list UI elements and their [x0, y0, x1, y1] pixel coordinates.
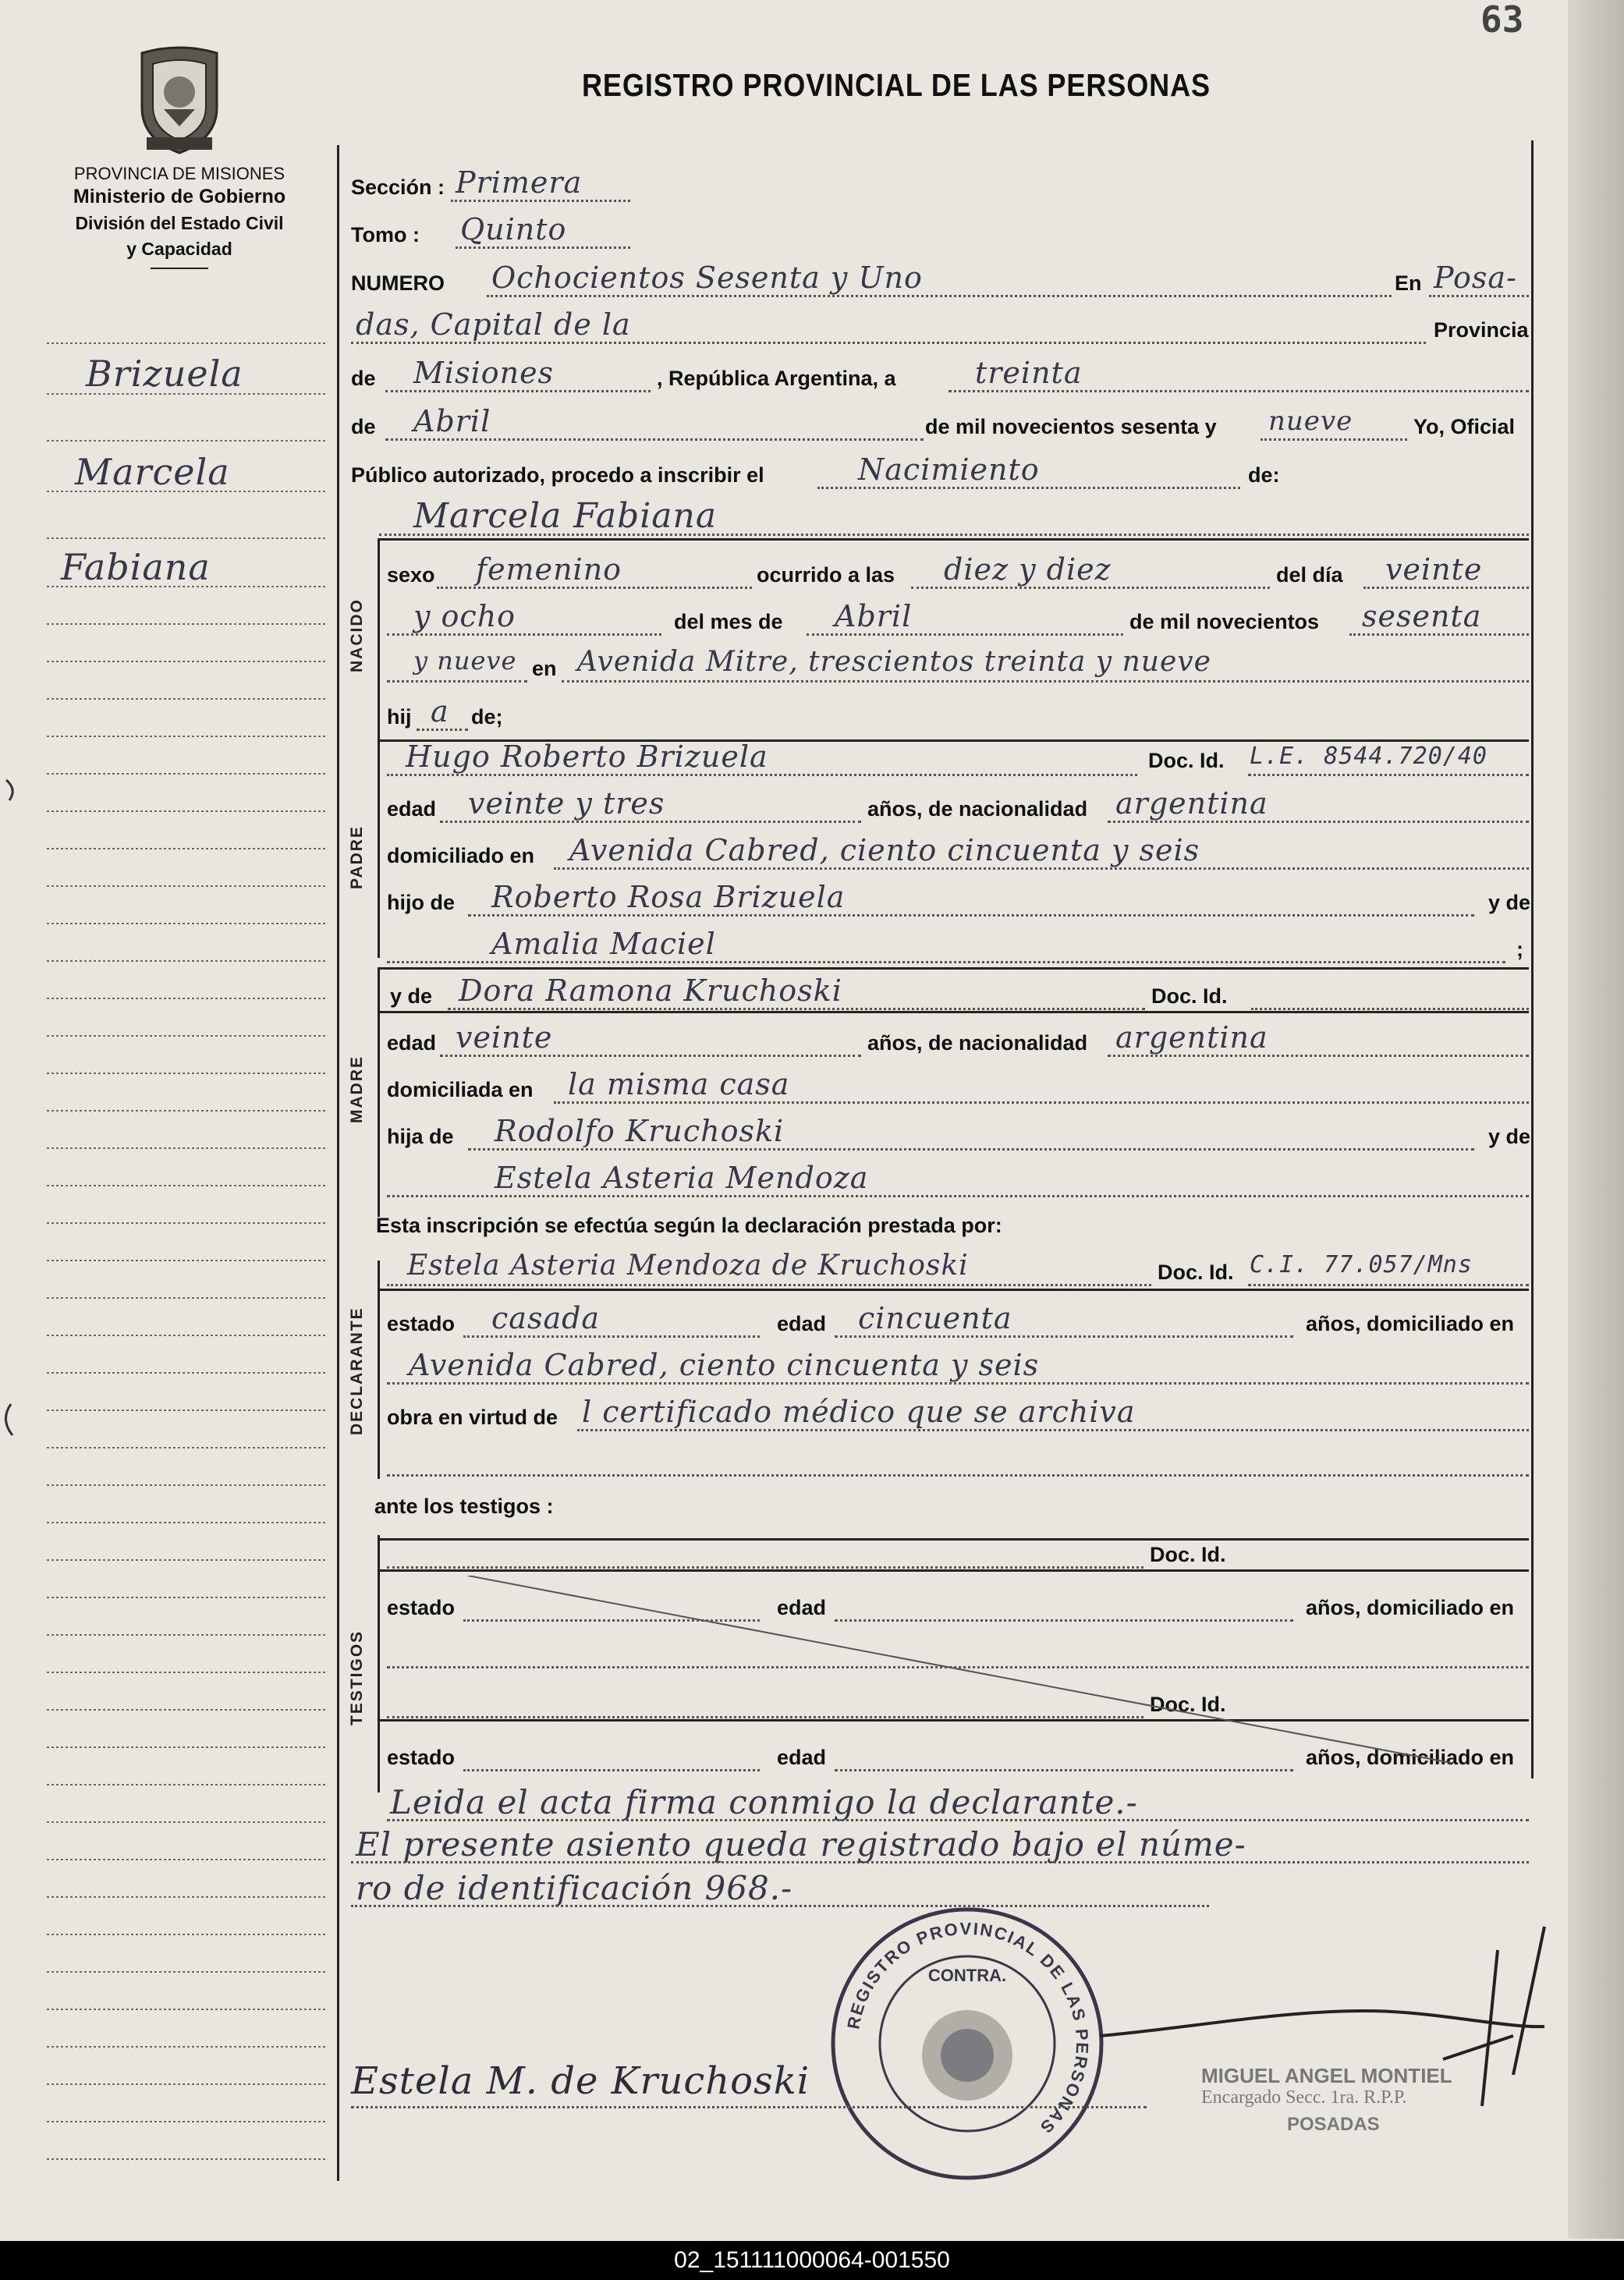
value-dia-1: veinte — [1385, 552, 1483, 587]
value-hora: diez y diez — [944, 552, 1112, 587]
side-label-testigos: TESTIGOS — [348, 1629, 366, 1725]
value-anio-1: sesenta — [1362, 599, 1482, 633]
label-testigos: ante los testigos : — [374, 1495, 554, 1518]
value-lugar-nac: Avenida Mitre, trescientos treinta y nueve — [577, 646, 1211, 678]
value-acto: Nacimiento — [858, 452, 1040, 487]
value-provincia: Misiones — [413, 356, 555, 390]
label-edad-padre: edad — [387, 797, 437, 821]
label-de-colon: de: — [1248, 463, 1280, 487]
official-title: Encargado Secc. 1ra. R.P.P. — [1201, 2087, 1407, 2108]
label-de-mil: de mil novecientos sesenta y — [925, 415, 1217, 438]
label-obra: obra en virtud de — [387, 1406, 558, 1429]
page-number: 63 — [1480, 0, 1524, 41]
value-dia: treinta — [975, 356, 1083, 390]
label-edad-testigo-1: edad — [777, 1596, 827, 1619]
declarant-signature: Estela M. de Kruchoski — [351, 2059, 810, 2103]
label-doc-id-declarante: Doc. Id. — [1158, 1261, 1234, 1284]
official-name: MIGUEL ANGEL MONTIEL — [1201, 2064, 1452, 2087]
main-right-border — [1531, 140, 1534, 1778]
value-madre-nac: argentina — [1115, 1020, 1268, 1055]
label-doc-id-testigo-1: Doc. Id. — [1150, 1543, 1226, 1566]
label-republica: , República Argentina, a — [657, 367, 896, 390]
side-label-madre: MADRE — [348, 1055, 366, 1123]
sidebar-name-1: Marcela — [75, 451, 230, 493]
label-numero: NUMERO — [351, 271, 445, 295]
value-declarante-obra: l certificado médico que se archiva — [582, 1395, 1136, 1429]
label-semicolon: ; — [1516, 938, 1523, 961]
sidebar-surname: Brizuela — [86, 353, 243, 395]
label-domiciliado-padre: domiciliado en — [387, 844, 535, 867]
official-city: POSADAS — [1287, 2114, 1380, 2135]
value-anio: nueve — [1268, 406, 1353, 437]
value-mes-nac: Abril — [835, 599, 913, 633]
value-padre-padre: Roberto Rosa Brizuela — [491, 880, 846, 914]
value-madre-edad: veinte — [456, 1020, 553, 1055]
value-padre-edad: veinte y tres — [468, 786, 665, 821]
label-en-lugar: en — [532, 657, 557, 680]
value-seccion: Primera — [456, 165, 583, 200]
value-en-1: Posa- — [1434, 261, 1517, 295]
label-tomo: Tomo : — [351, 223, 420, 246]
label-del-dia: del día — [1276, 563, 1343, 587]
value-madre-madre: Estela Asteria Mendoza — [495, 1161, 869, 1195]
label-doc-id-testigo-2: Doc. Id. — [1150, 1693, 1226, 1716]
value-padre-madre: Amalia Maciel — [491, 927, 716, 961]
value-numero: Ochocientos Sesenta y Uno — [491, 261, 923, 295]
label-doc-id-padre: Doc. Id. — [1148, 749, 1225, 772]
page-edge — [1568, 0, 1624, 2239]
sidebar-ruled-lines — [0, 0, 343, 2280]
side-label-padre: PADRE — [348, 825, 366, 889]
main-left-border — [337, 145, 339, 2181]
label-seccion: Sección : — [351, 176, 445, 199]
value-madre-nombre: Dora Ramona Kruchoski — [459, 973, 842, 1008]
value-padre-dom: Avenida Cabred, ciento cincuenta y seis — [569, 833, 1200, 867]
registry-round-stamp — [827, 1903, 1108, 2184]
label-anos-nac-padre: años, de nacionalidad — [867, 797, 1088, 821]
label-de-mes: de — [351, 415, 376, 438]
label-edad-madre: edad — [387, 1031, 437, 1055]
value-madre-padre: Rodolfo Kruchoski — [495, 1114, 785, 1148]
label-hij: hij — [387, 705, 412, 729]
value-madre-dom: la misma casa — [568, 1067, 790, 1101]
label-y-de-madre: y de — [390, 984, 433, 1008]
label-anos-dom-testigo-2: años, domiciliado en — [1306, 1746, 1515, 1769]
label-de-semi: de; — [471, 705, 503, 729]
value-sexo: femenino — [476, 552, 622, 587]
label-yo-oficial: Yo, Oficial — [1413, 415, 1516, 438]
stamp-center-text: CONTRA. — [927, 1966, 1007, 1985]
label-anos-nac-madre: años, de nacionalidad — [867, 1031, 1088, 1055]
label-inscripcion: Esta inscripción se efectúa según la declaración prestada por: — [376, 1214, 1002, 1237]
label-estado-testigo-2: estado — [387, 1746, 456, 1769]
label-ocurrido: ocurrido a las — [757, 563, 895, 587]
label-domiciliada: domiciliada en — [387, 1078, 534, 1101]
label-edad-testigo-2: edad — [777, 1746, 827, 1769]
label-mil-novecientos: de mil novecientos — [1129, 610, 1320, 633]
value-anio-2: y nueve — [413, 646, 517, 675]
stamp-ring-text: REGISTRO PROVINCIAL DE LAS PERSONAS — [843, 1918, 1093, 2139]
value-declarante-nombre: Estela Asteria Mendoza de Kruchoski — [407, 1250, 969, 1282]
value-en-2: das, Capital de la — [356, 307, 631, 342]
label-de-prov: de — [351, 367, 376, 390]
office-line-3: División del Estado Civil — [75, 213, 284, 233]
value-dia-2: y ocho — [413, 599, 516, 633]
label-estado-testigo-1: estado — [387, 1596, 456, 1619]
value-nacido-nombre: Marcela Fabiana — [413, 496, 718, 536]
value-hij: a — [431, 694, 449, 729]
value-declarante-edad: cincuenta — [858, 1301, 1012, 1335]
label-estado-declarante: estado — [387, 1312, 456, 1335]
label-publico: Público autorizado, procedo a inscribir el — [351, 463, 764, 487]
label-anos-dom-declarante: años, domiciliado en — [1306, 1312, 1515, 1335]
label-del-mes: del mes de — [674, 610, 783, 633]
label-provincia: Provincia — [1434, 318, 1529, 342]
label-y-de-madre-2: y de — [1488, 1125, 1531, 1148]
scan-id-footer — [0, 2241, 1624, 2280]
value-padre-nombre: Hugo Roberto Brizuela — [406, 739, 768, 774]
scan-id: 02_151111000064-001550 — [674, 2247, 950, 2273]
label-en: En — [1395, 271, 1422, 295]
label-y-de-padre: y de — [1488, 891, 1531, 914]
label-doc-id-madre: Doc. Id. — [1151, 984, 1228, 1008]
office-line-2: Ministerio de Gobierno — [73, 186, 286, 207]
value-nota-1: Leida el acta firma conmigo la declarante.- — [390, 1783, 1138, 1821]
document-title: REGISTRO PROVINCIAL DE LAS PERSONAS — [582, 67, 1211, 103]
value-nota-3: ro de identificación 968.- — [356, 1869, 793, 1907]
value-declarante-estado: casada — [491, 1301, 601, 1335]
value-nota-2: El presente asiento queda registrado bajo el núme- — [356, 1825, 1246, 1863]
testigos-cancel-line — [468, 1576, 1482, 1778]
label-hija-de: hija de — [387, 1125, 454, 1148]
value-tomo: Quinto — [460, 212, 567, 246]
label-anos-dom-testigo-1: años, domiciliado en — [1306, 1596, 1515, 1619]
office-line-1: PROVINCIA DE MISIONES — [73, 164, 285, 183]
label-edad-declarante: edad — [777, 1312, 827, 1335]
value-declarante-dom: Avenida Cabred, ciento cincuenta y seis — [409, 1348, 1040, 1382]
sidebar-name-2: Fabiana — [61, 546, 211, 588]
value-padre-nac: argentina — [1115, 786, 1268, 821]
value-declarante-doc: C.I. 77.057/Mns — [1250, 1251, 1473, 1278]
office-line-4: y Capacidad — [126, 239, 232, 259]
value-mes: Abril — [413, 404, 491, 438]
label-sexo: sexo — [387, 563, 435, 587]
value-padre-doc: L.E. 8544.720/40 — [1250, 743, 1487, 770]
side-label-nacido: NACIDO — [348, 598, 366, 672]
label-hijo-de: hijo de — [387, 891, 455, 914]
side-label-declarante: DECLARANTE — [348, 1307, 366, 1435]
